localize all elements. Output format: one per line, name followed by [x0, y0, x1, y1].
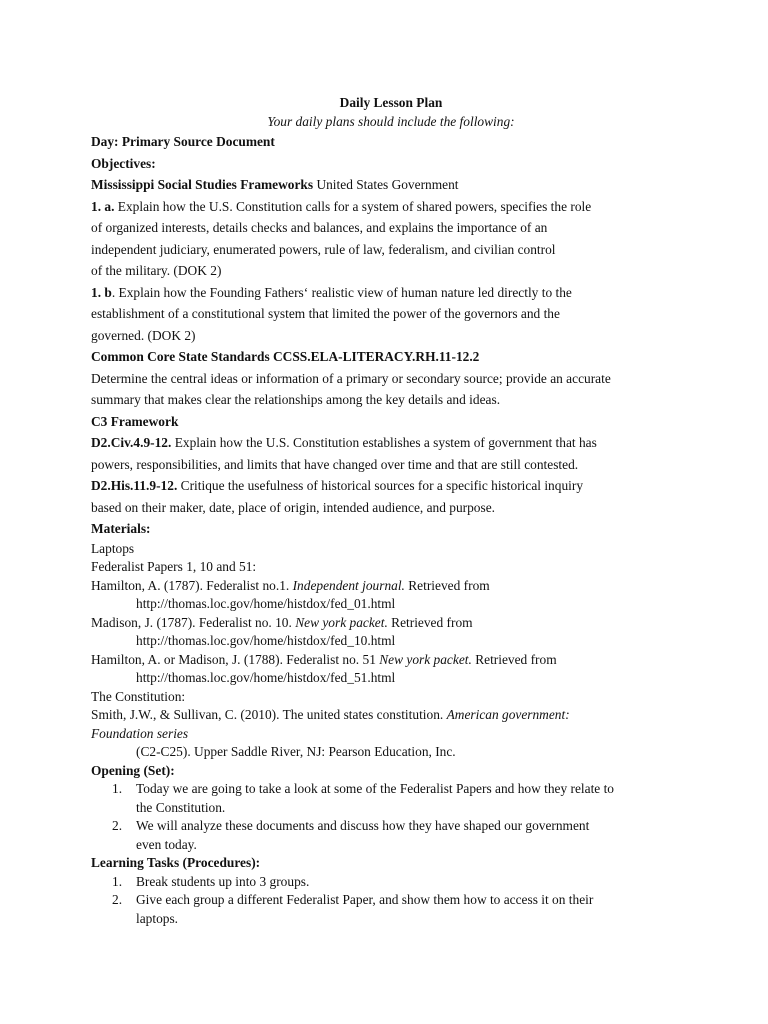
list-number: 2.	[112, 892, 123, 907]
ccss-line: summary that makes clear the relationships among the key details and ideas.	[91, 392, 501, 407]
reference-url: http://thomas.loc.gov/home/histdox/fed_01.html	[136, 596, 396, 611]
his-line: based on their maker, date, place of origin, intended audience, and purpose.	[91, 499, 496, 515]
objective-1a-label: 1. a.	[91, 198, 115, 214]
objective-1b-line: establishment of a constitutional system that limited the power of the governors and the	[91, 306, 560, 321]
objective-1a-line: Explain how the U.S. Constitution calls for a system of shared powers, specifies the role	[114, 198, 592, 214]
reference-entry: Madison, J. (1787). Federalist no. 10. New york packet. Retrieved from	[91, 614, 473, 630]
list-item: 1. Break students up into 3 groups.	[91, 873, 691, 892]
objectives-heading: Objectives:	[91, 155, 156, 171]
list-item: 2. Give each group a different Federalist Paper, and show them how to access it on their laptops.	[91, 891, 691, 928]
objective-1b	[91, 282, 691, 347]
materials-list	[91, 540, 691, 762]
page-subtitle: Your daily plans should include the following:	[267, 114, 515, 129]
list-number: 1.	[112, 873, 123, 889]
list-number: 1.	[112, 781, 123, 796]
material-item: Federalist Papers 1, 10 and 51:	[91, 559, 257, 574]
objective-1b-line: . Explain how the Founding Fathers‘ realistic view of human nature led directly to the	[111, 284, 572, 300]
reference-entry-cont: (C2-C25). Upper Saddle River, NJ: Pearson Education, Inc.	[136, 744, 456, 759]
opening-list	[91, 780, 691, 854]
objective-1a-line: independent judiciary, enumerated powers, rule of law, federalism, and civilian control	[91, 241, 556, 257]
tasks-list	[91, 873, 691, 929]
reference-url: http://thomas.loc.gov/home/histdox/fed_51.html	[136, 670, 396, 685]
objective-1b-label: 1. b	[91, 284, 112, 300]
page-title: Daily Lesson Plan	[339, 95, 443, 110]
list-number: 2.	[112, 818, 123, 833]
ccss-line: Determine the central ideas or information of a primary or secondary source; provide an accurate	[91, 370, 611, 386]
his-label: D2.His.11.9-12.	[91, 478, 178, 493]
his-line: Critique the usefulness of historical sources for a specific historical inquiry	[177, 478, 584, 493]
civ-line: powers, responsibilities, and limits that have changed over time and that are still contested.	[91, 456, 579, 472]
c3-heading: C3 Framework	[91, 413, 179, 429]
objective-1a	[91, 196, 691, 282]
lesson-plan-body	[91, 93, 691, 928]
day-heading: Day: Primary Source Document	[91, 134, 275, 149]
reference-entry-cont: Foundation series	[91, 725, 189, 741]
ccss-heading: Common Core State Standards CCSS.ELA-LITERACY.RH.11-12.2	[91, 349, 480, 364]
civ-label: D2.Civ.4.9-12.	[91, 435, 172, 450]
civ-line: Explain how the U.S. Constitution establishes a system of government that has	[171, 435, 597, 450]
objective-1b-line: governed. (DOK 2)	[91, 327, 196, 343]
reference-entry: Hamilton, A. or Madison, J. (1788). Federalist no. 51 New york packet. Retrieved from	[91, 651, 557, 667]
objective-1a-line: of organized interests, details checks and balances, and explains the importance of an	[91, 220, 548, 235]
objective-1a-line: of the military. (DOK 2)	[91, 263, 222, 278]
material-item: Laptops	[91, 540, 135, 556]
tasks-heading: Learning Tasks (Procedures):	[91, 855, 261, 870]
mssf-label: Mississippi Social Studies Frameworks	[91, 177, 314, 192]
reference-entry: Smith, J.W., & Sullivan, C. (2010). The united states constitution. American government:	[91, 707, 570, 722]
mssf-value: United States Government	[313, 177, 459, 192]
material-item: The Constitution:	[91, 688, 186, 704]
mssf-line	[91, 174, 691, 196]
materials-heading: Materials:	[91, 521, 151, 536]
list-item: 2. We will analyze these documents and discuss how they have shaped our government even today.	[112, 818, 590, 852]
reference-entry: Hamilton, A. (1787). Federalist no.1. Independent journal. Retrieved from	[91, 577, 490, 593]
list-item: 1. Today we are going to take a look at some of the Federalist Papers and how they relate to the Constitution.	[112, 781, 615, 815]
reference-url: http://thomas.loc.gov/home/histdox/fed_10.html	[136, 633, 396, 648]
opening-heading: Opening (Set):	[91, 762, 175, 778]
